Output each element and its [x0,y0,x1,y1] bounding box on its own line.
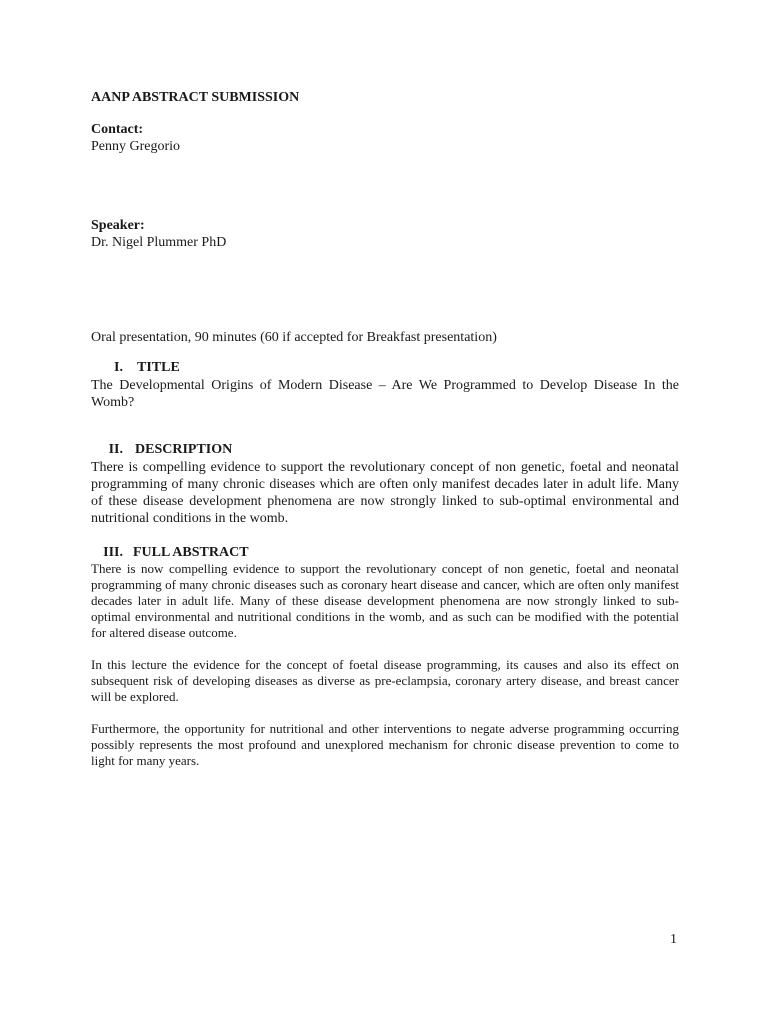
section-number: II. [108,442,123,457]
section-heading-full-abstract [91,545,249,561]
abstract-paragraph: Furthermore, the opportunity for nutritional and other interventions to negate adverse programming occurring possibly represents the most profound and unexplored mechanism for chronic disease prevention to come to light for many years. [91,721,679,768]
section-number: I. [114,360,123,375]
presentation-format-note: Oral presentation, 90 minutes (60 if accepted for Breakfast presentation) [91,330,497,345]
abstract-paragraph: In this lecture the evidence for the concept of foetal disease programming, its causes and also its effect on subsequent risk of developing diseases as diverse as pre-eclampsia, coronary artery disease, and breast cancer will be explored. [91,657,679,704]
section-heading-text: TITLE [137,360,180,375]
section-heading-text: FULL ABSTRACT [133,545,249,560]
title-paragraph: The Developmental Origins of Modern Disease – Are We Programmed to Develop Disease In the Womb? [91,378,679,410]
section-heading-title [91,360,180,376]
contact-name: Penny Gregorio [91,139,181,154]
page-number: 1 [670,932,677,947]
abstract-paragraph: There is now compelling evidence to support the revolutionary concept of non genetic, foetal and neonatal programming of many chronic diseases such as coronary heart disease and cancer, which are often only manifest decades later in adult life. Many of these disease development phenomena are now strongly linked to sub-optimal environmental and nutritional conditions in the womb, and as such can be modified with the potential for altered disease outcome. [91,561,679,640]
document-title: AANP ABSTRACT SUBMISSION [91,90,300,105]
contact-label: Contact: [91,122,144,137]
description-paragraph: There is compelling evidence to support the revolutionary concept of non genetic, foetal and neonatal programming of many chronic diseases which are often only manifest decades later in adult life. Many of these disease development phenomena are now strongly linked to sub-optimal environmental and nutritional conditions in the womb. [91,460,679,526]
speaker-name: Dr. Nigel Plummer PhD [91,235,227,250]
section-number: III. [103,545,123,560]
section-heading-description [91,442,232,458]
section-heading-text: DESCRIPTION [135,442,233,457]
speaker-label: Speaker: [91,218,145,233]
